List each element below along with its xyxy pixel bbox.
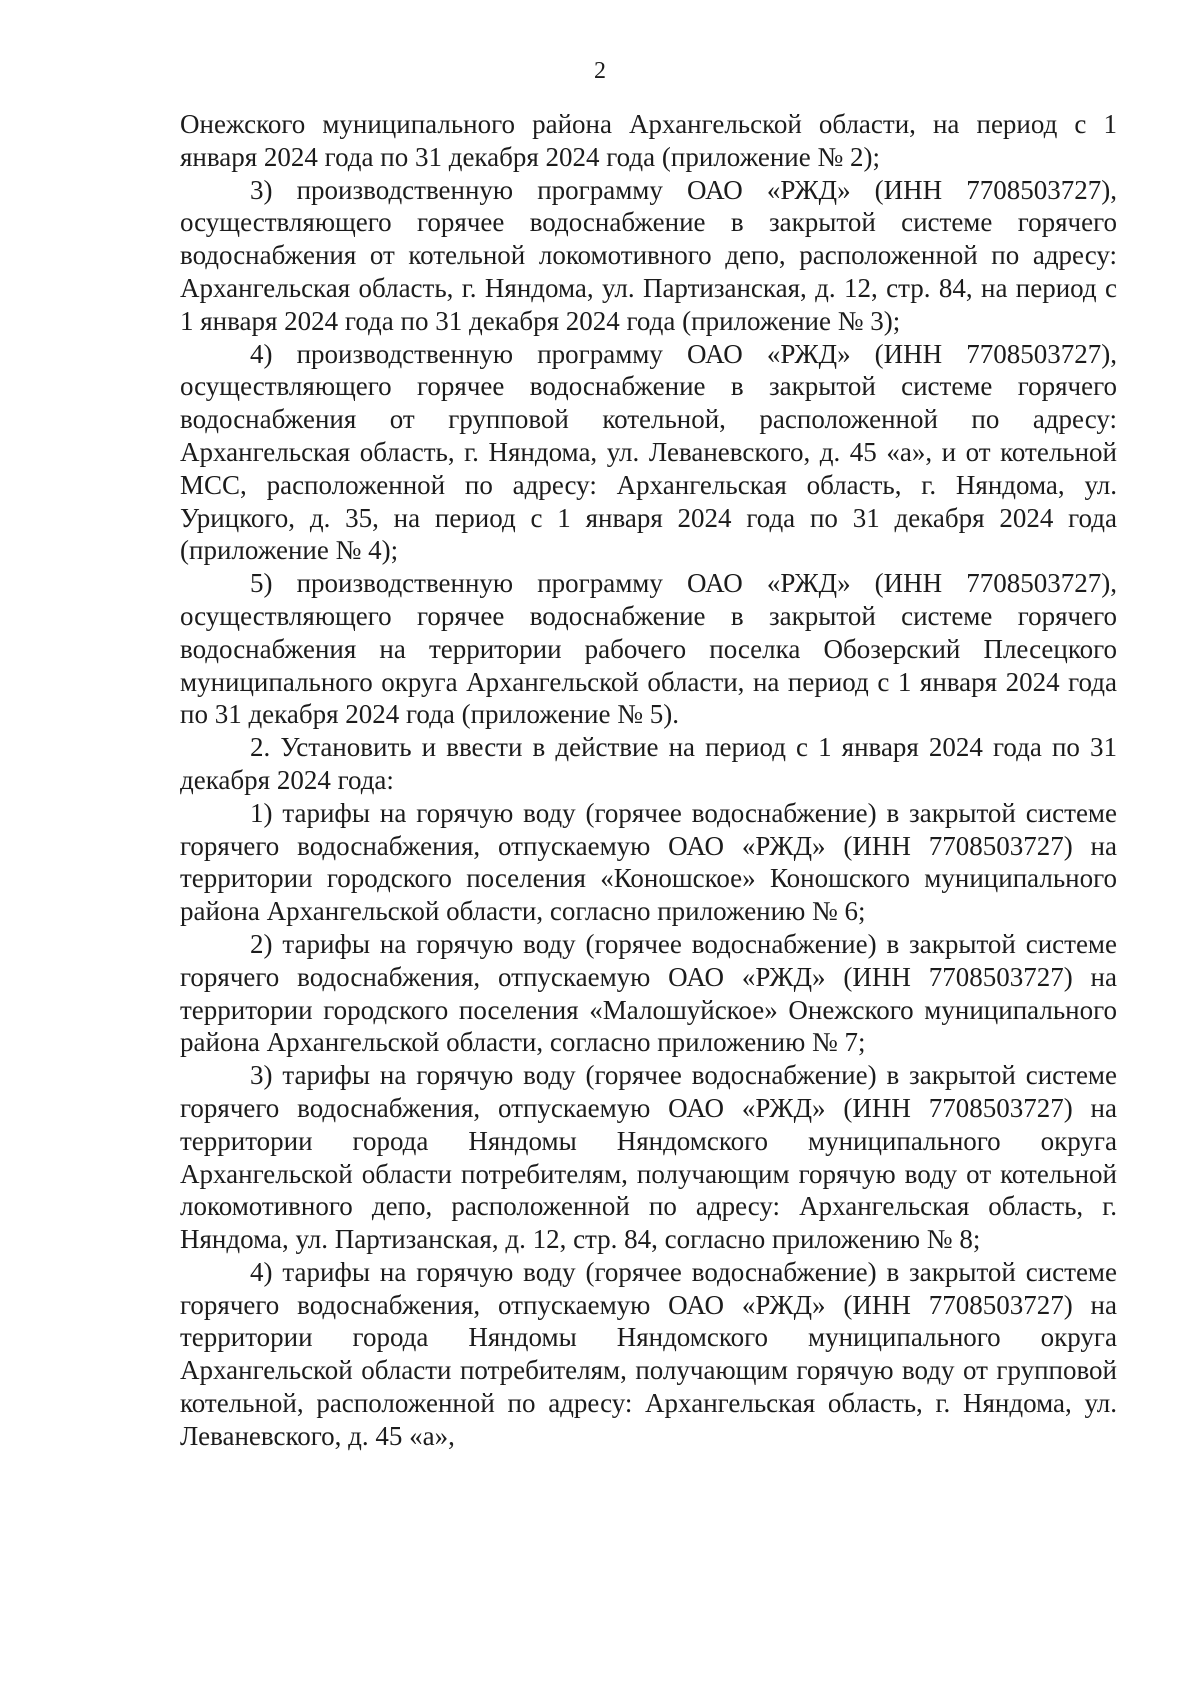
paragraph-tariff-1: 1) тарифы на горячую воду (горячее водоснабжение) в закрытой системе горячего водоснабжения, отпускаемую ОАО «РЖД» (ИНН 7708503727) на территории городского поселения «Коношское» Коношского муниципального района Архангельской области, согласно приложению № 6; [180, 797, 1117, 927]
document-body [180, 108, 1117, 1453]
paragraph-tariff-3: 3) тарифы на горячую воду (горячее водоснабжение) в закрытой системе горячего водоснабжения, отпускаемую ОАО «РЖД» (ИНН 7708503727) на территории города Няндомы Няндомского муниципального округа Архангельской области потребителям, получающим горячую воду от котельной локомотивного депо, расположенной по адресу: Архангельская область, г. Няндома, ул. Партизанская, д. 12, стр. 84, согласно приложению № 8; [180, 1060, 1117, 1255]
paragraph-tariff-2: 2) тарифы на горячую воду (горячее водоснабжение) в закрытой системе горячего водоснабжения, отпускаемую ОАО «РЖД» (ИНН 7708503727) на территории городского поселения «Малошуйское» Онежского муниципального района Архангельской области, согласно приложению № 7; [180, 928, 1117, 1058]
paragraph-tariff-4: 4) тарифы на горячую воду (горячее водоснабжение) в закрытой системе горячего водоснабжения, отпускаемую ОАО «РЖД» (ИНН 7708503727) на территории города Няндомы Няндомского муниципального округа Архангельской области потребителям, получающим горячую воду от групповой котельной, расположенной по адресу: Архангельская область, г. Няндома, ул. Леваневского, д. 45 «а», [180, 1256, 1117, 1451]
paragraph-continuation: Онежского муниципального района Архангельской области, на период с 1 января 2024 года по 31 декабря 2024 года (приложение № 2); [180, 109, 1117, 172]
paragraph-program-4: 4) производственную программу ОАО «РЖД» (ИНН 7708503727), осуществляющего горячее водоснабжение в закрытой системе горячего водоснабжения от групповой котельной, расположенной по адресу: Архангельская область, г. Няндома, ул. Леваневского, д. 45 «а», и от котельной МСС, расположенной по адресу: Архангельская область, г. Няндома, ул. Урицкого, д. 35, на период с 1 января 2024 года по 31 декабря 2024 года (приложение № 4); [180, 338, 1117, 566]
paragraph-program-3: 3) производственную программу ОАО «РЖД» (ИНН 7708503727), осуществляющего горячее водоснабжение в закрытой системе горячего водоснабжения от котельной локомотивного депо, расположенной по адресу: Архангельская область, г. Няндома, ул. Партизанская, д. 12, стр. 84, на период с 1 января 2024 года по 31 декабря 2024 года (приложение № 3); [180, 174, 1117, 336]
paragraph-clause-2: 2. Установить и ввести в действие на период с 1 января 2024 года по 31 декабря 2024 года: [180, 732, 1117, 795]
page-number: 2 [594, 58, 606, 84]
paragraph-program-5: 5) производственную программу ОАО «РЖД» (ИНН 7708503727), осуществляющего горячее водоснабжение в закрытой системе горячего водоснабжения на территории рабочего поселка Обозерский Плесецкого муниципального округа Архангельской области, на период с 1 января 2024 года по 31 декабря 2024 года (приложение № 5). [180, 568, 1117, 730]
